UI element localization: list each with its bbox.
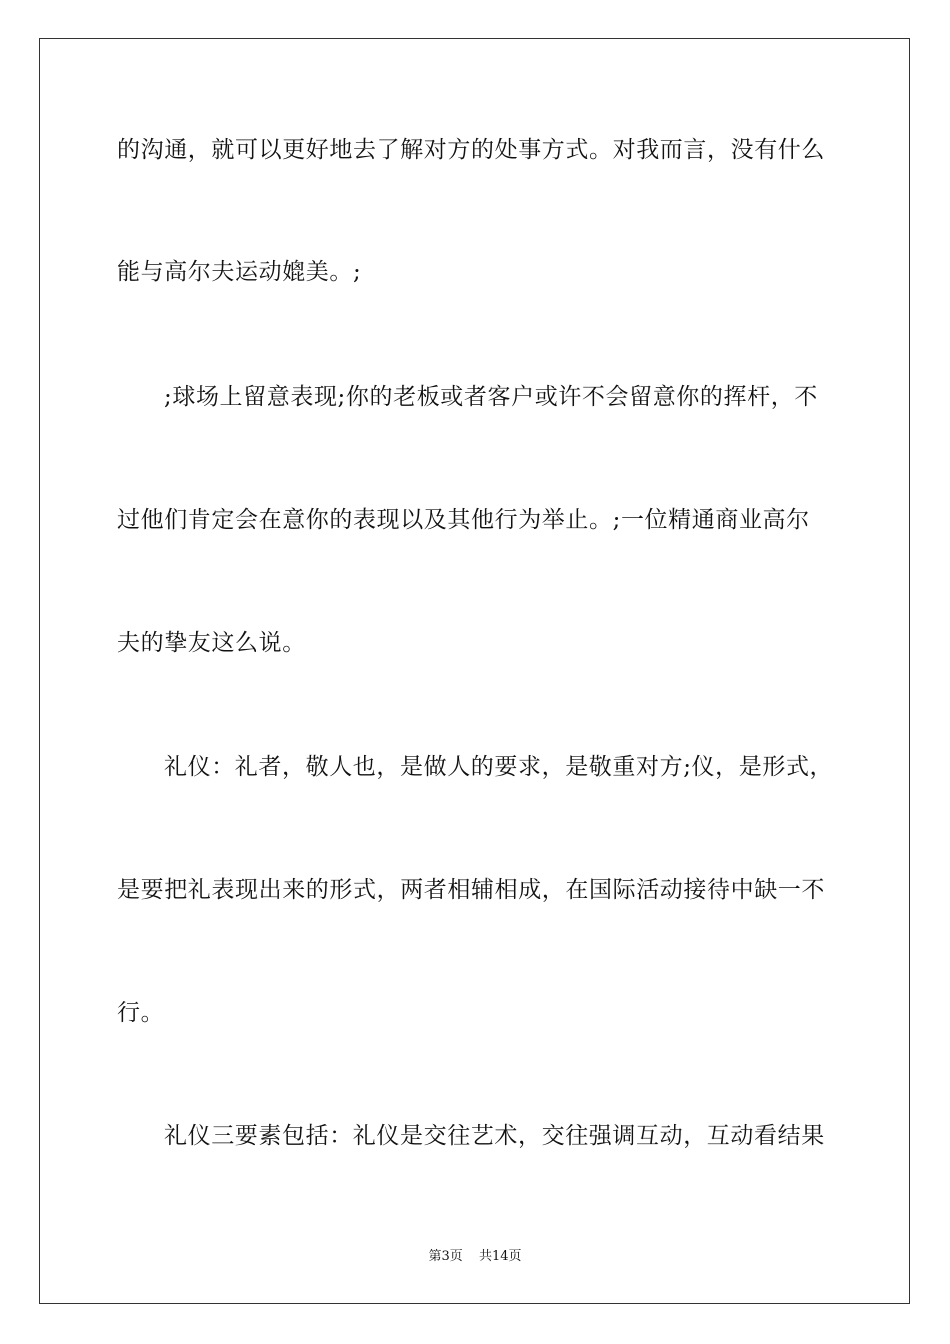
page-footer xyxy=(0,1245,950,1264)
text-line: 是要把礼表现出来的形式，两者相辅相成，在国际活动接待中缺一不 xyxy=(117,877,825,903)
page-total: 共14页 xyxy=(478,1249,522,1264)
text-line: ;球场上留意表现;你的老板或者客户或许不会留意你的挥杆，不 xyxy=(164,384,818,410)
page-frame xyxy=(39,38,910,1304)
page-number: 第3页 xyxy=(428,1249,463,1264)
text-line: 过他们肯定会在意你的表现以及其他行为举止。;一位精通商业高尔 xyxy=(117,507,810,533)
text-line: 能与高尔夫运动媲美。; xyxy=(117,259,362,285)
text-line: 礼仪三要素包括：礼仪是交往艺术，交往强调互动，互动看结果 xyxy=(164,1123,825,1149)
text-line: 夫的挚友这么说。 xyxy=(117,630,306,656)
text-line: 行。 xyxy=(117,1000,165,1026)
text-line: 礼仪：礼者，敬人也，是做人的要求，是敬重对方;仪，是形式， xyxy=(164,754,834,780)
text-line: 的沟通，就可以更好地去了解对方的处事方式。对我而言，没有什么 xyxy=(117,137,825,163)
